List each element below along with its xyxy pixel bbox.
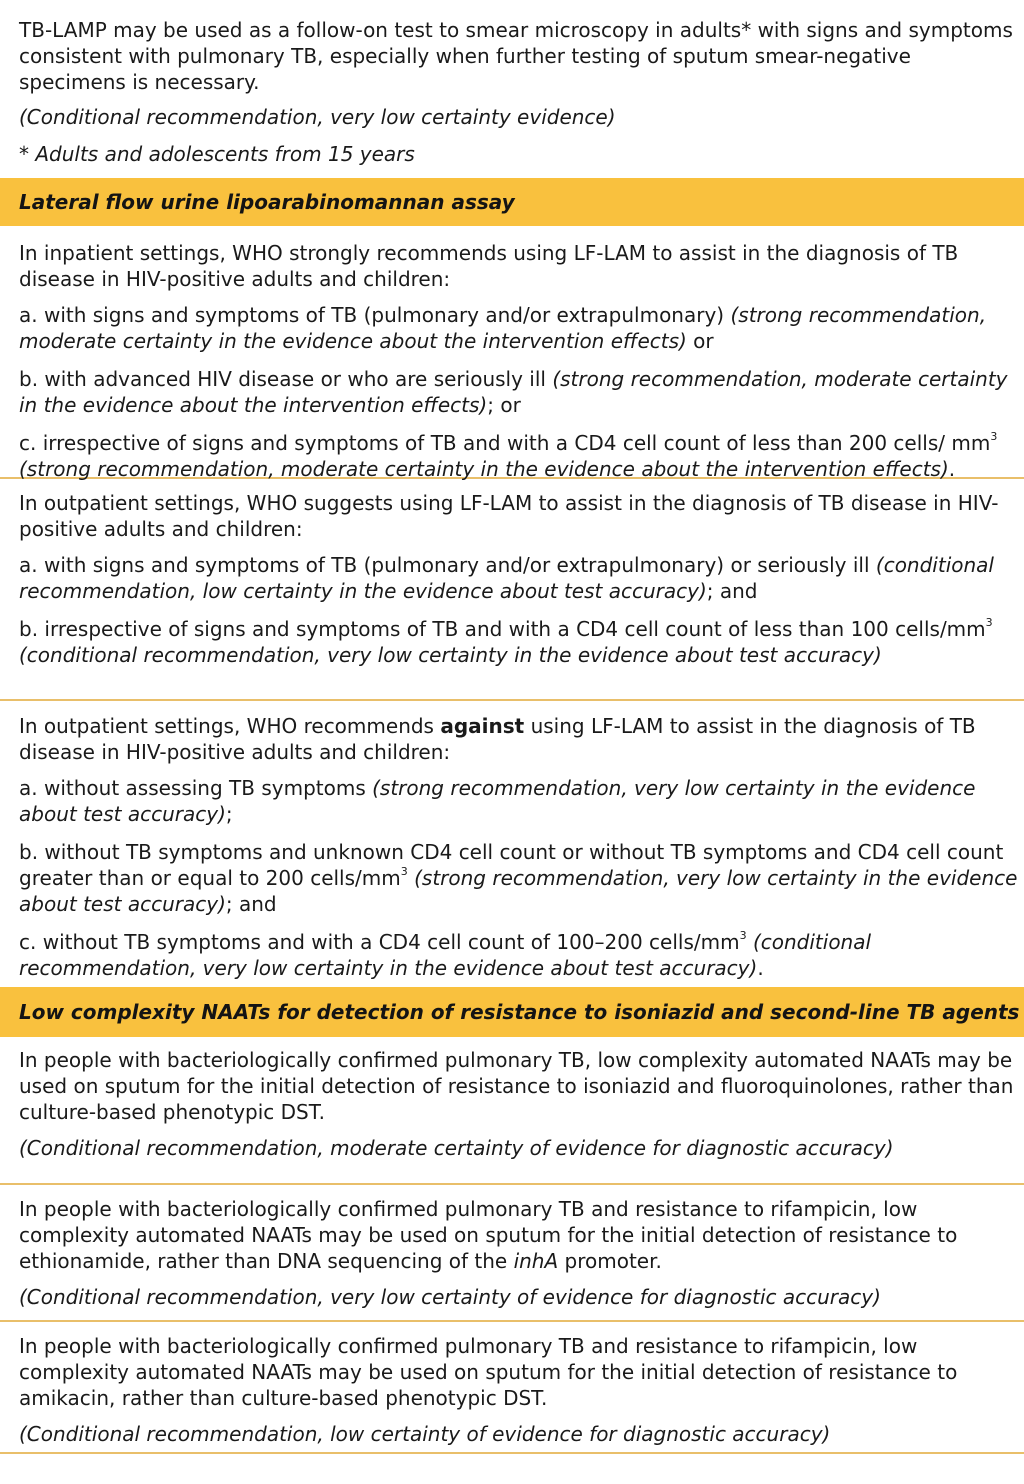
- naat-amikacin-block: [0, 1322, 1024, 1452]
- tb-lamp-recommendation: (Conditional recommendation, very low certainty evidence): [19, 105, 616, 129]
- naat-ethionamide-block: [0, 1185, 1024, 1320]
- lf-lam-inpatient-item-c: c. irrespective of signs and symptoms of TB and with a CD4 cell count of less than 200 cells/ $mm^3$ (strong recommendation, moderate certainty in the evidence about the intervention effects).: [19, 430, 998, 481]
- naat-ethionamide-recommendation: (Conditional recommendation, very low certainty of evidence for diagnostic accuracy): [19, 1285, 881, 1309]
- tb-lamp-text: TB-LAMP may be used as a follow-on test to smear microscopy in adults* with signs and symptoms consistent with pulmonary TB, especially when further testing of sputum smear-negative specimens is necessary.: [19, 18, 1013, 94]
- naat-ethionamide-text: In people with bacteriologically confirmed pulmonary TB and resistance to rifampicin, low complexity automated NAATs may be used on sputum for the initial detection of resistance to ethionamide, rather than DNA sequencing of the inhA promoter.: [19, 1197, 958, 1273]
- lf-lam-section-title: Lateral flow urine lipoarabinomannan assay: [19, 190, 515, 214]
- naat-section-title: Low complexity NAATs for detection of resistance to isoniazid and second-line TB agents: [19, 1000, 1020, 1024]
- lf-lam-section-header: [0, 178, 1024, 226]
- lf-lam-outpatient-against-block: [0, 701, 1024, 987]
- naat-amikacin-text: In people with bacteriologically confirmed pulmonary TB and resistance to rifampicin, low complexity automated NAATs may be used on sputum for the initial detection of resistance to amikacin, rather than culture-based phenotypic DST.: [19, 1334, 958, 1410]
- lf-lam-inpatient-block: [0, 226, 1024, 481]
- lf-lam-inpatient-item-b: b. with advanced HIV disease or who are seriously ill (strong recommendation, moderate certainty in the evidence about the intervention effects); or: [19, 367, 1008, 417]
- tb-lamp-block: [0, 0, 1024, 167]
- lf-lam-outpatient-suggest-item-b: b. irrespective of signs and symptoms of TB and with a CD4 cell count of less than 100 cells/$mm^3$ (conditional recommendation, very low certainty in the evidence about test accuracy): [19, 616, 993, 667]
- lf-lam-outpatient-against-item-a: a. without assessing TB symptoms (strong recommendation, very low certainty in the evidence about test accuracy);: [19, 776, 976, 826]
- naat-section-header: [0, 987, 1024, 1037]
- lf-lam-outpatient-suggest-item-a: a. with signs and symptoms of TB (pulmonary and/or extrapulmonary) or seriously ill (conditional recommendation, low certainty in the evidence about test accuracy); and: [19, 553, 994, 603]
- lf-lam-outpatient-suggest-block: [0, 479, 1024, 699]
- naat-isoniazid-block: [0, 1037, 1024, 1183]
- lf-lam-outpatient-against-item-b: b. without TB symptoms and unknown CD4 cell count or without TB symptoms and CD4 cell count greater than or equal to 200 cells/$mm^3$ (strong recommendation, very low certainty in the evidence about test accuracy); and: [19, 840, 1018, 916]
- lf-lam-outpatient-suggest-intro: In outpatient settings, WHO suggests using LF-LAM to assist in the diagnosis of TB disease in HIV-positive adults and children:: [19, 491, 999, 541]
- divider: [0, 1452, 1024, 1454]
- lf-lam-inpatient-intro: In inpatient settings, WHO strongly recommends using LF-LAM to assist in the diagnosis of TB disease in HIV-positive adults and children:: [19, 241, 959, 291]
- lf-lam-inpatient-item-a: a. with signs and symptoms of TB (pulmonary and/or extrapulmonary) (strong recommendation, moderate certainty in the evidence about the intervention effects) or: [19, 303, 987, 353]
- lf-lam-outpatient-against-item-c: c. without TB symptoms and with a CD4 cell count of 100–200 cells/$mm^3$ (conditional recommendation, very low certainty in the evidence about test accuracy).: [19, 929, 872, 980]
- lf-lam-outpatient-against-intro: In outpatient settings, WHO recommends against using LF-LAM to assist in the diagnosis of TB disease in HIV-positive adults and children:: [19, 714, 976, 764]
- naat-isoniazid-text: In people with bacteriologically confirmed pulmonary TB, low complexity automated NAATs may be used on sputum for the initial detection of resistance to isoniazid and fluoroquinolones, rather than culture-based phenotypic DST.: [19, 1048, 1014, 1124]
- naat-amikacin-recommendation: (Conditional recommendation, low certainty of evidence for diagnostic accuracy): [19, 1422, 831, 1446]
- naat-isoniazid-recommendation: (Conditional recommendation, moderate certainty of evidence for diagnostic accuracy): [19, 1136, 894, 1160]
- tb-lamp-footnote: * Adults and adolescents from 15 years: [19, 142, 415, 166]
